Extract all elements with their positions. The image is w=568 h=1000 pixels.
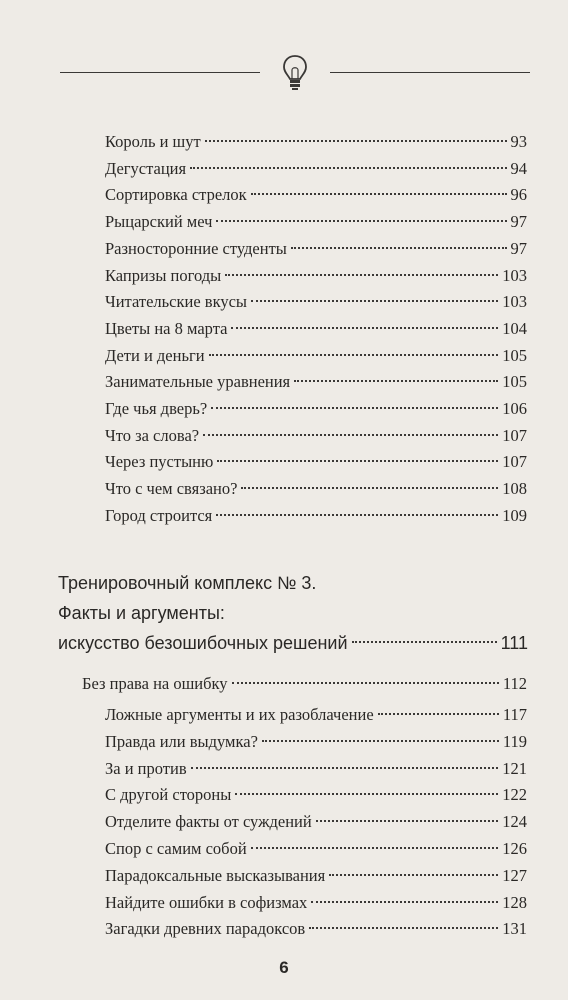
toc-entry-page: 131 [502,919,527,939]
dot-leader [203,434,498,436]
toc-entry [105,476,527,502]
toc-entry-title: Отделите факты от суждений [105,812,312,832]
toc-entry-title: Король и шут [105,132,201,151]
page-header [60,52,530,92]
toc-entry [105,916,527,942]
dot-leader [205,140,507,142]
dot-leader [311,901,498,903]
dot-leader [329,874,498,876]
section-heading [58,568,528,658]
toc-entry-title: Дети и деньги [105,345,205,365]
dot-leader [190,167,506,169]
dot-leader [251,847,499,849]
toc-entry-page: 107 [502,452,527,472]
toc-entry [105,503,527,529]
toc-entry-title: Рыцарский меч [105,212,213,232]
toc-entry [105,316,527,342]
page-number: 6 [279,958,289,977]
toc-entry-page: 106 [502,399,527,418]
toc-entry-title: Цветы на 8 марта [105,318,228,338]
section-title-line-2: Факты и аргументы: [58,603,225,623]
toc-entry [105,263,527,289]
toc-entry-title: Загадки древних парадоксов [105,919,306,939]
toc-entry-title: Спор с самим собой [105,839,247,858]
toc-entry-title: Найдите ошибки в софизмах [105,892,308,912]
toc-entry-page: 94 [510,158,527,178]
dot-leader [251,300,498,302]
toc-entry-title: Дегустация [105,158,187,178]
toc-entry [105,890,527,916]
toc-entry-page: 124 [502,812,527,832]
toc-entry-page: 103 [502,292,527,312]
toc-entry-title: Где чья дверь? [105,399,208,418]
toc-entry-title: Занимательные уравнения [105,372,291,392]
toc-entry-title: С другой стороны [105,785,232,805]
toc-entry [105,182,527,208]
toc-entry [105,289,527,315]
toc-entry-subsection [82,671,527,697]
toc-entry [105,209,527,235]
section-title-text: искусство безошибочных решений [58,633,348,653]
dot-leader [262,740,499,742]
toc-entry [105,129,527,155]
toc-entry-page: 112 [502,674,527,693]
dot-leader [316,820,499,822]
dot-leader [209,354,499,356]
toc-entry [105,782,527,808]
header-rule-right [330,72,530,73]
toc-entry-page: 117 [502,705,527,724]
toc-entry-page: 103 [502,265,527,285]
toc-entry-page: 122 [502,785,527,805]
toc-entry-title: Читательские вкусы [105,292,248,312]
dot-leader [216,514,498,516]
dot-leader [241,487,498,489]
toc-entry-page: 126 [502,839,527,858]
dot-leader [191,767,499,769]
toc-entry [105,156,527,182]
toc-entry-title: Разносторонние студенты [105,238,287,258]
lightbulb-icon [280,52,310,92]
toc-entry-page: 108 [502,479,527,499]
toc-entry-title: Что за слова? [105,425,200,445]
toc-entry-title: Через пустыню [105,452,214,472]
toc-entry [105,809,527,835]
dot-leader [235,793,498,795]
toc-entry [105,449,527,475]
toc-entry [105,729,527,755]
toc-entry-page: 109 [502,505,527,525]
toc-entry-page: 93 [510,132,527,151]
toc-entry-page: 97 [510,238,527,258]
toc-entry [105,423,527,449]
header-rule-left [60,72,260,73]
toc-entry-page: 107 [502,425,527,445]
toc-entry [105,236,527,262]
toc-entry-page: 104 [502,318,527,338]
toc-entry-title: Сортировка стрелок [105,185,247,205]
dot-leader [217,460,498,462]
dot-leader [231,327,498,329]
toc-entry [105,369,527,395]
toc-entry-page: 121 [502,758,527,778]
dot-leader [352,641,497,643]
toc-entry [105,863,527,889]
toc-entry-page: 128 [502,892,527,912]
toc-entry [105,756,527,782]
toc-entry-page: 96 [510,185,527,205]
toc-entry-title: Капризы погоды [105,265,222,285]
toc-entry-title: Правда или выдумка? [105,731,258,751]
dot-leader [216,220,506,222]
toc-entry [105,836,527,862]
toc-entry-page: 105 [502,345,527,365]
section-title-line-1: Тренировочный комплекс № 3. [58,573,317,593]
dot-leader [251,193,507,195]
dot-leader [294,380,498,382]
dot-leader [309,927,498,929]
section-page-number: 111 [500,633,528,653]
dot-leader [225,274,498,276]
dot-leader [211,407,498,409]
dot-leader [378,713,499,715]
toc-entry-title: Парадоксальные высказывания [105,865,326,885]
toc-entry-title: Город строится [105,505,213,525]
toc-entry [105,702,527,728]
toc-entry-title: Ложные аргументы и их разоблачение [105,705,374,724]
toc-entry-title: Без права на ошибку [82,674,228,693]
toc-entry-page: 105 [502,372,527,392]
toc-entry-title: Что с чем связано? [105,479,238,499]
toc-entry-page: 127 [502,865,527,885]
toc-entry [105,343,527,369]
toc-entry [105,396,527,422]
toc-entry-page: 97 [510,212,527,232]
dot-leader [232,682,499,684]
toc-entry-title: За и против [105,758,187,778]
toc-entry-page: 119 [502,731,527,751]
section-title-line-3 [58,628,528,658]
dot-leader [291,247,507,249]
